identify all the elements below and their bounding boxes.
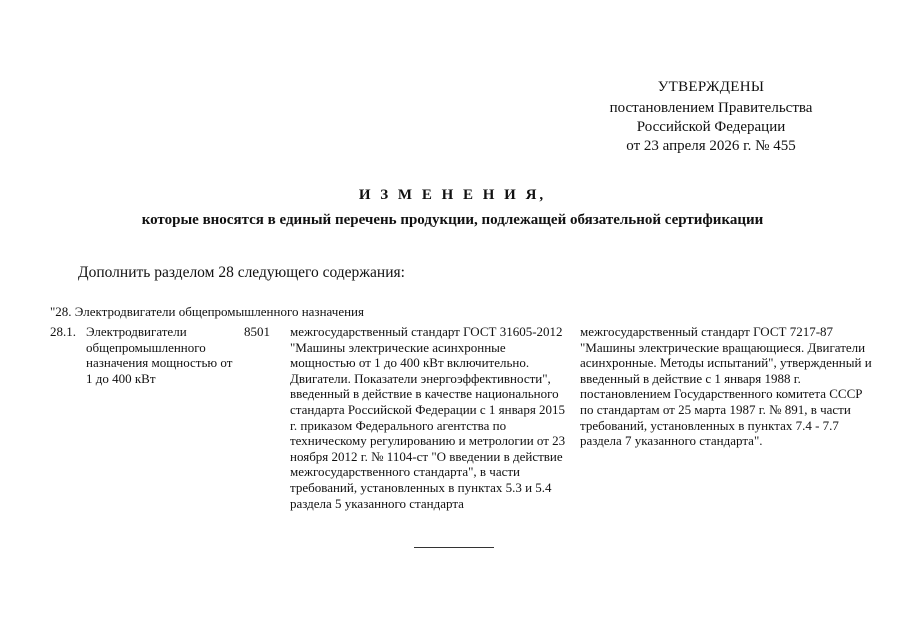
approval-heading: УТВЕРЖДЕНЫ	[657, 79, 765, 95]
intro-paragraph: Дополнить разделом 28 следующего содержания:	[78, 264, 405, 281]
standard-test-methods: межгосударственный стандарт ГОСТ 7217-87 "Машины электрические вращающиеся. Двигатели асинхронные. Методы испытаний", утвержденный и введенный в действие с 1 января 1988 г. постановлением Государственного комитета СССР по стандартам от 25 марта 1987 г. № 891, в части требований, установленных в пунктах 7.4 - 7.7 раздела 7 указанного стандарта".	[580, 324, 872, 449]
document-subtitle: которые вносятся в единый перечень продукции, подлежащей обязательной сертификации	[141, 212, 764, 228]
standard-requirements: межгосударственный стандарт ГОСТ 31605-2012 "Машины электрические асинхронные мощностью от 1 до 400 кВт включительно. Двигатели. Показатели энергоэффективности", введенный в действие в качестве национального стандарта Российской Федерации с 1 января 2015 г. приказом Федерального агентства по техническому регулированию и метрологии от 23 ноября 2012 г. № 1104-ст "О введении в действие межгосударственного стандарта", в части требований, установленных в пунктах 5.3 и 5.4 раздела 5 указанного стандарта	[290, 324, 566, 511]
product-code: 8501	[244, 324, 270, 339]
approval-line-3: от 23 апреля 2026 г. № 455	[626, 138, 796, 154]
product-name: Электродвигатели общепромышленного назначения мощностью от 1 до 400 кВт	[86, 324, 233, 386]
closing-rule	[414, 547, 494, 548]
section-heading: "28. Электродвигатели общепромышленного назначения	[50, 304, 364, 319]
approval-line-1: постановлением Правительства	[609, 100, 813, 116]
row-number: 28.1.	[50, 324, 76, 339]
approval-block	[581, 78, 841, 156]
document-title: И З М Е Н Е Н И Я,	[358, 187, 547, 203]
approval-line-2: Российской Федерации	[636, 119, 786, 135]
